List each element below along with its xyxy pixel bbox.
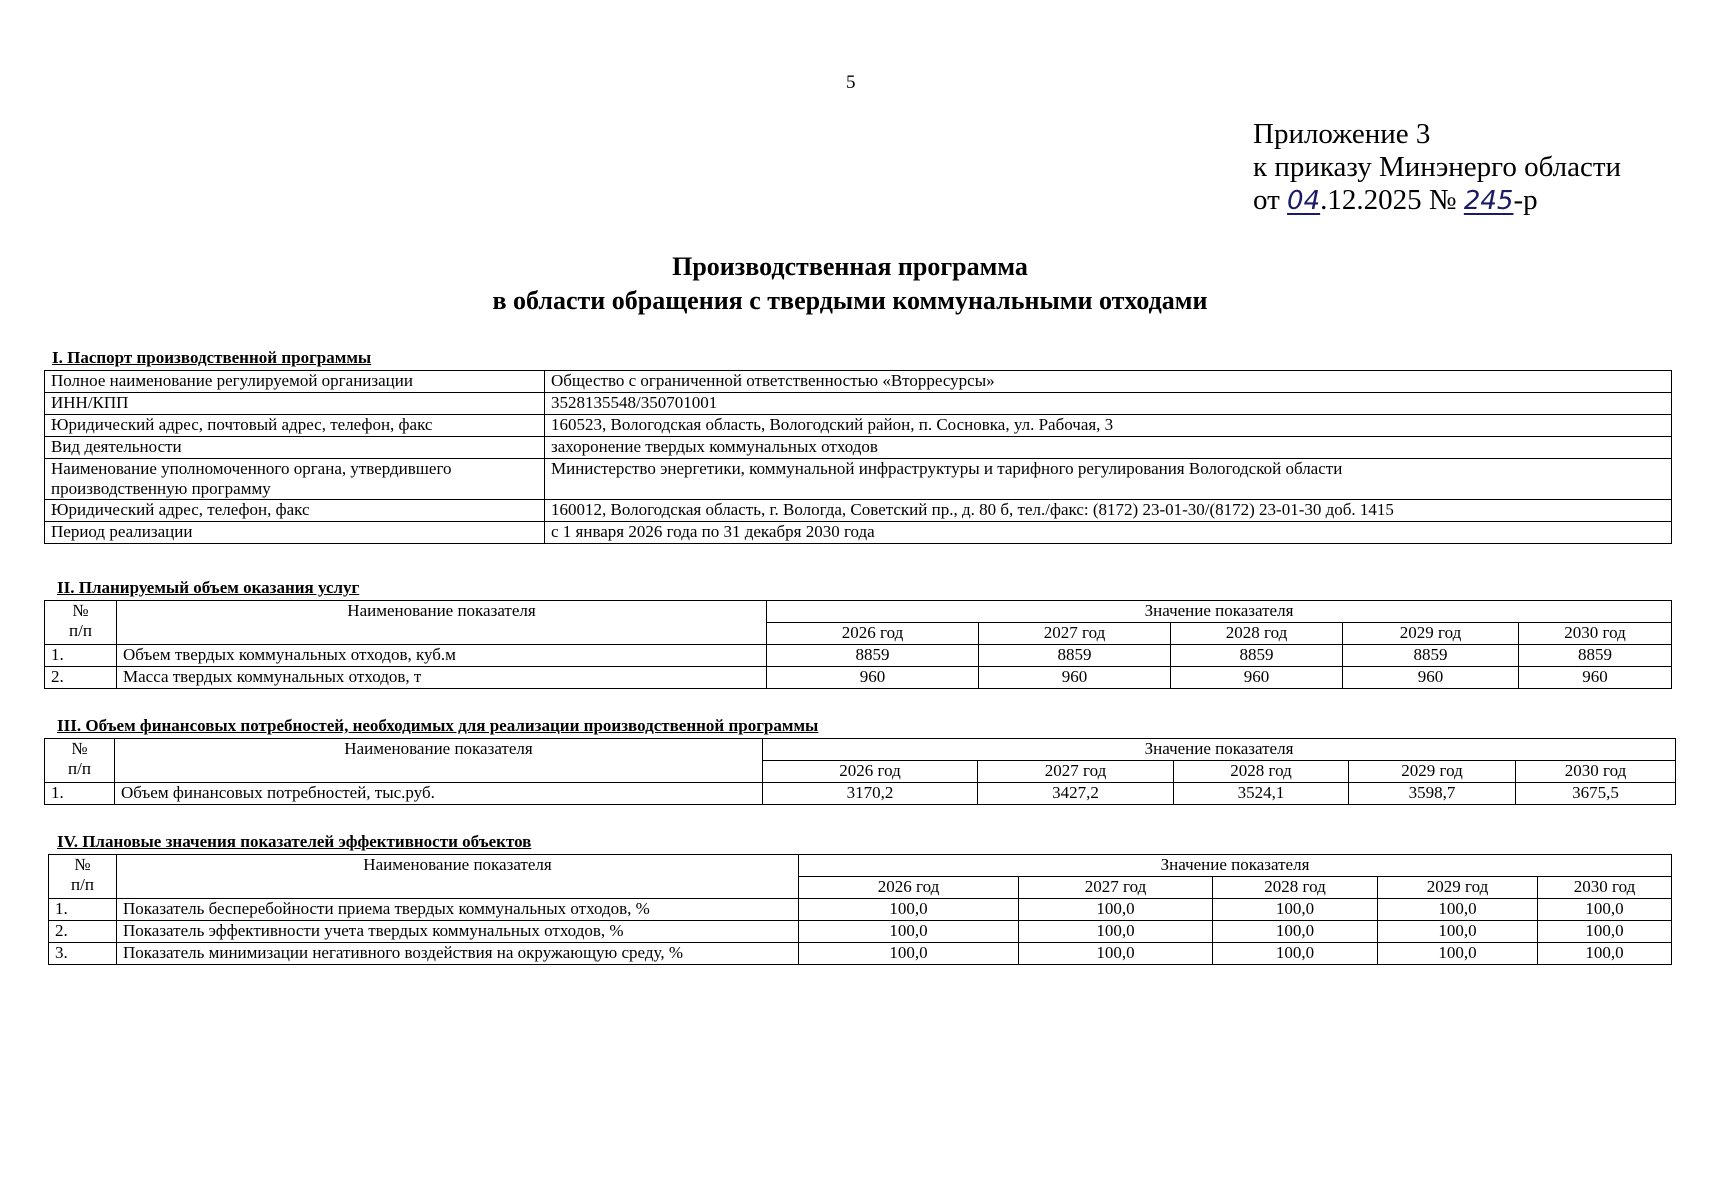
indicator-value: 3524,1 <box>1174 783 1349 805</box>
indicator-value: 100,0 <box>1538 899 1672 921</box>
passport-label: Наименование уполномоченного органа, утвердившего производственную программу <box>45 459 545 500</box>
appendix-date <box>1253 184 1621 218</box>
table-row <box>45 645 1672 667</box>
passport-value: Общество с ограниченной ответственностью «Вторресурсы» <box>545 371 1672 393</box>
indicator-value: 960 <box>1519 667 1672 689</box>
document-title-line2: в области обращения с твердыми коммунальными отходами <box>492 286 1208 315</box>
finance-table <box>44 738 1676 805</box>
indicator-name: Показатель бесперебойности приема твердых коммунальных отходов, % <box>117 899 799 921</box>
year-header: 2026 год <box>767 623 979 645</box>
indicator-value: 100,0 <box>1378 921 1538 943</box>
indicator-name: Объем финансовых потребностей, тыс.руб. <box>115 783 763 805</box>
year-header: 2029 год <box>1349 761 1516 783</box>
row-number: 1. <box>45 645 117 667</box>
services-heading: II. Планируемый объем оказания услуг <box>57 578 360 597</box>
passport-label: Юридический адрес, телефон, факс <box>45 500 545 522</box>
indicator-value: 100,0 <box>1019 943 1213 965</box>
year-header: 2030 год <box>1516 761 1676 783</box>
value-header: Значение показателя <box>767 601 1672 623</box>
passport-label: Период реализации <box>45 522 545 544</box>
appendix-block <box>1253 118 1621 218</box>
year-header: 2028 год <box>1213 877 1378 899</box>
year-header: 2029 год <box>1343 623 1519 645</box>
indicator-value: 8859 <box>767 645 979 667</box>
passport-value: с 1 января 2026 года по 31 декабря 2030 года <box>545 522 1672 544</box>
passport-value: 160523, Вологодская область, Вологодский район, п. Сосновка, ул. Рабочая, 3 <box>545 415 1672 437</box>
indicator-value: 100,0 <box>1213 899 1378 921</box>
header-row <box>49 855 1672 877</box>
indicator-value: 100,0 <box>1378 899 1538 921</box>
year-header: 2030 год <box>1519 623 1672 645</box>
order-number-handwritten: 245 <box>1463 186 1514 216</box>
finance-heading: III. Объем финансовых потребностей, необходимых для реализации производственной программы <box>57 716 819 735</box>
indicator-name: Показатель эффективности учета твердых коммунальных отходов, % <box>117 921 799 943</box>
indicator-value: 100,0 <box>1019 921 1213 943</box>
value-header: Значение показателя <box>763 739 1676 761</box>
header-row <box>45 601 1672 623</box>
num-header <box>49 855 117 899</box>
indicator-value: 960 <box>767 667 979 689</box>
year-header: 2028 год <box>1174 761 1349 783</box>
table-row <box>49 899 1672 921</box>
appendix-line2: к приказу Минэнерго области <box>1253 151 1622 183</box>
passport-value: Министерство энергетики, коммунальной инфраструктуры и тарифного регулирования Вологодской области <box>545 459 1672 500</box>
passport-value: захоронение твердых коммунальных отходов <box>545 437 1672 459</box>
services-table <box>44 600 1672 689</box>
passport-label: Вид деятельности <box>45 437 545 459</box>
value-header: Значение показателя <box>799 855 1672 877</box>
passport-label: Юридический адрес, почтовый адрес, телефон, факс <box>45 415 545 437</box>
num-header <box>45 601 117 645</box>
indicator-value: 3427,2 <box>978 783 1174 805</box>
year-header: 2030 год <box>1538 877 1672 899</box>
indicator-value: 100,0 <box>799 921 1019 943</box>
efficiency-heading: IV. Плановые значения показателей эффективности объектов <box>57 832 532 851</box>
table-row <box>45 667 1672 689</box>
indicator-value: 8859 <box>1519 645 1672 667</box>
date-prefix: от <box>1253 184 1280 216</box>
indicator-value: 960 <box>979 667 1171 689</box>
document-title-line1: Производственная программа <box>672 252 1028 281</box>
indicator-value: 960 <box>1171 667 1343 689</box>
num-header-line1: № <box>72 601 89 620</box>
date-day-handwritten: 04 <box>1287 186 1321 216</box>
name-header: Наименование показателя <box>117 855 799 899</box>
row-number: 2. <box>49 921 117 943</box>
name-header: Наименование показателя <box>115 739 763 783</box>
num-header-line1: № <box>71 739 88 758</box>
row-number: 1. <box>49 899 117 921</box>
efficiency-table <box>48 854 1672 965</box>
indicator-value: 100,0 <box>1019 899 1213 921</box>
num-header-line2: п/п <box>71 875 94 894</box>
passport-label: ИНН/КПП <box>45 393 545 415</box>
indicator-name: Масса твердых коммунальных отходов, т <box>117 667 767 689</box>
appendix-line1: Приложение 3 <box>1253 118 1431 150</box>
indicator-value: 100,0 <box>1213 943 1378 965</box>
page-number: 5 <box>846 72 856 93</box>
indicator-value: 8859 <box>979 645 1171 667</box>
indicator-value: 8859 <box>1171 645 1343 667</box>
passport-heading: I. Паспорт производственной программы <box>52 348 372 367</box>
passport-label: Полное наименование регулируемой организации <box>45 371 545 393</box>
year-header: 2026 год <box>763 761 978 783</box>
num-header-line1: № <box>74 855 91 874</box>
passport-row <box>45 459 1672 500</box>
indicator-value: 3675,5 <box>1516 783 1676 805</box>
year-header: 2029 год <box>1378 877 1538 899</box>
indicator-value: 100,0 <box>1213 921 1378 943</box>
row-number: 2. <box>45 667 117 689</box>
indicator-name: Объем твердых коммунальных отходов, куб.м <box>117 645 767 667</box>
indicator-value: 100,0 <box>1378 943 1538 965</box>
indicator-value: 3598,7 <box>1349 783 1516 805</box>
num-header-line2: п/п <box>69 621 92 640</box>
indicator-value: 8859 <box>1343 645 1519 667</box>
year-header: 2028 год <box>1171 623 1343 645</box>
name-header: Наименование показателя <box>117 601 767 645</box>
indicator-value: 960 <box>1343 667 1519 689</box>
passport-value: 3528135548/350701001 <box>545 393 1672 415</box>
table-row <box>49 943 1672 965</box>
indicator-name: Показатель минимизации негативного воздействия на окружающую среду, % <box>117 943 799 965</box>
indicator-value: 100,0 <box>1538 921 1672 943</box>
indicator-value: 3170,2 <box>763 783 978 805</box>
indicator-value: 100,0 <box>799 899 1019 921</box>
passport-row <box>45 371 1672 393</box>
year-header: 2026 год <box>799 877 1019 899</box>
table-row <box>45 783 1676 805</box>
indicator-value: 100,0 <box>799 943 1019 965</box>
indicator-value: 100,0 <box>1538 943 1672 965</box>
passport-row <box>45 415 1672 437</box>
passport-row <box>45 500 1672 522</box>
table-row <box>49 921 1672 943</box>
passport-row <box>45 437 1672 459</box>
row-number: 1. <box>45 783 115 805</box>
num-header-line2: п/п <box>68 759 91 778</box>
year-header: 2027 год <box>978 761 1174 783</box>
passport-row <box>45 522 1672 544</box>
date-rest: .12.2025 № <box>1320 184 1457 216</box>
year-header: 2027 год <box>1019 877 1213 899</box>
header-row <box>45 739 1676 761</box>
num-header <box>45 739 115 783</box>
row-number: 3. <box>49 943 117 965</box>
passport-row <box>45 393 1672 415</box>
order-suffix: -р <box>1513 184 1538 216</box>
passport-value: 160012, Вологодская область, г. Вологда, Советский пр., д. 80 б, тел./факс: (8172) 23-01-30/(8172) 23-01-30 доб. 1415 <box>545 500 1672 522</box>
year-header: 2027 год <box>979 623 1171 645</box>
passport-table <box>44 370 1672 544</box>
